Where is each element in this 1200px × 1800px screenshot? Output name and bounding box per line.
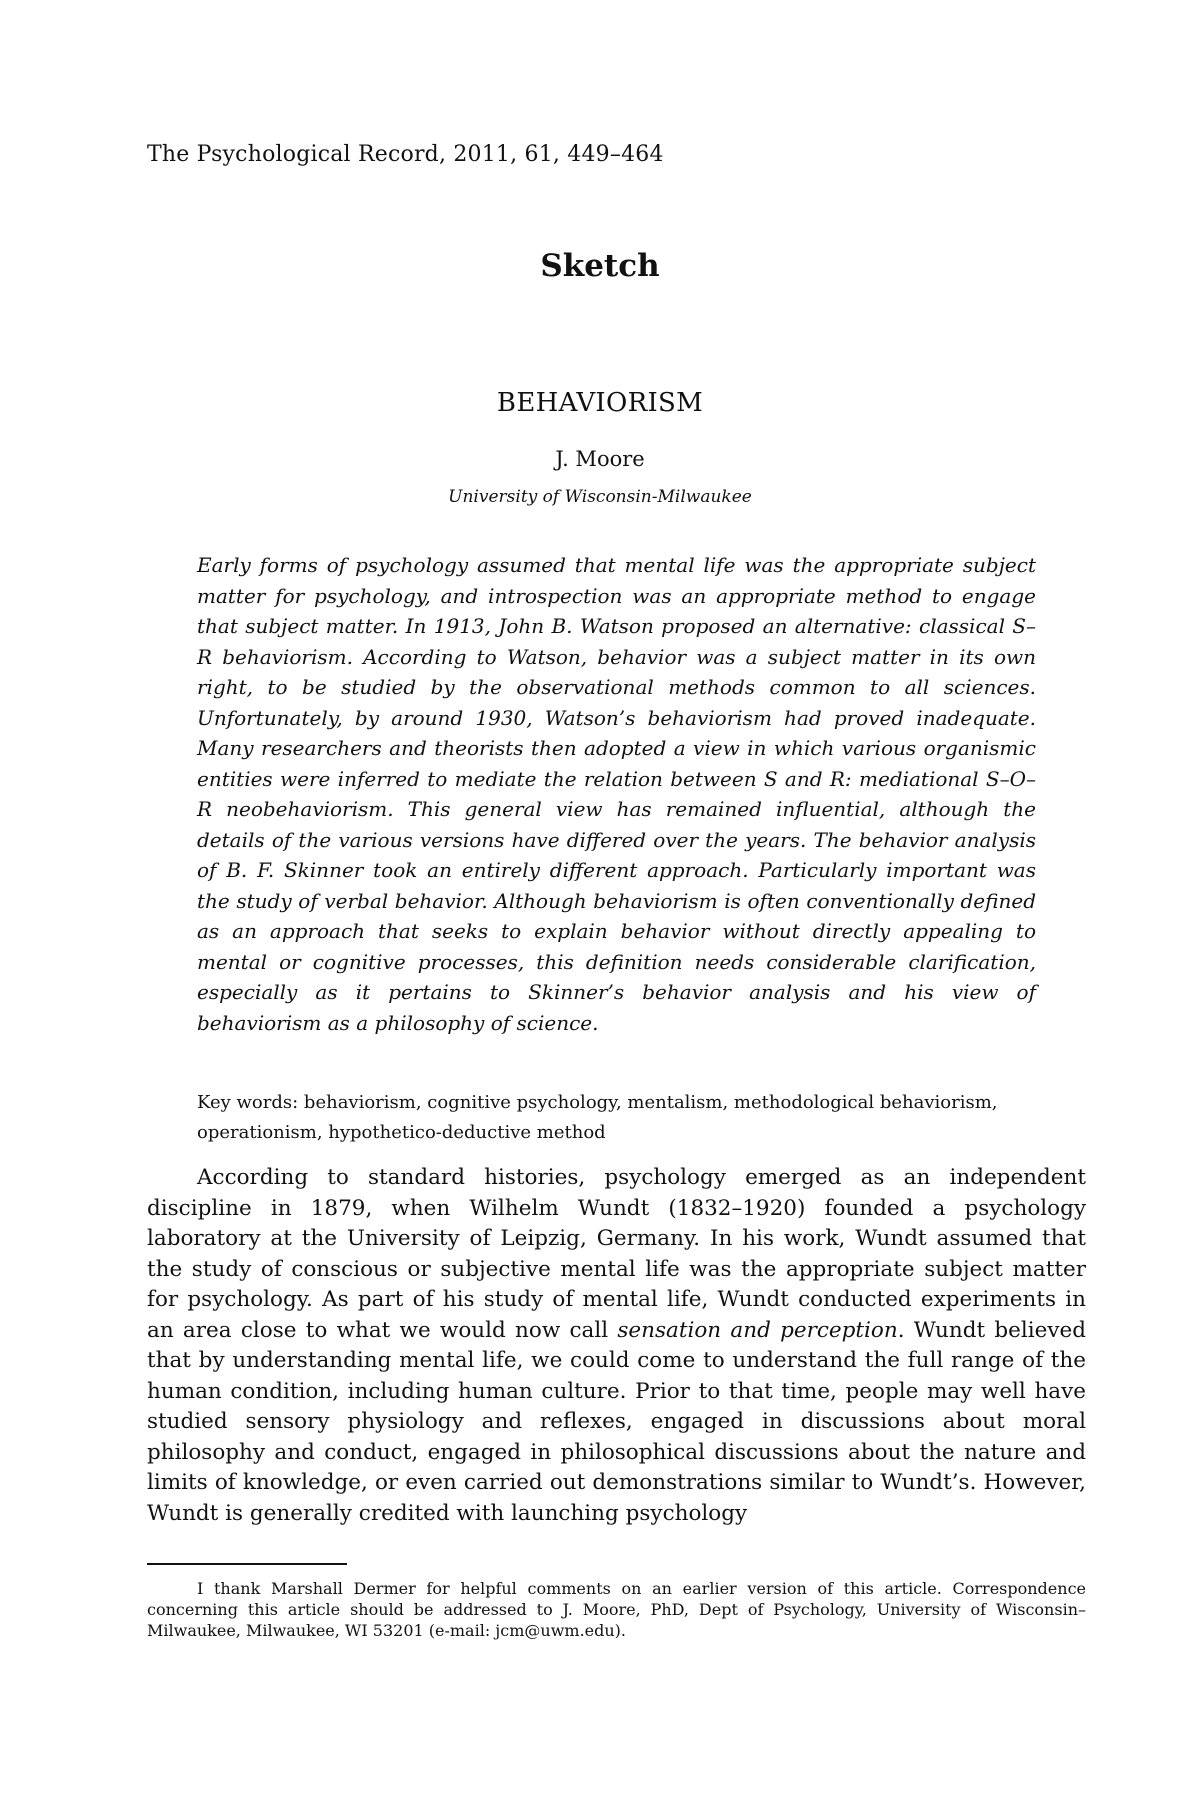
body-paragraph xyxy=(147,1163,1086,1529)
author-affiliation: University of Wisconsin-Milwaukee xyxy=(448,487,752,507)
keywords-label: Key words: xyxy=(197,1092,299,1113)
abstract: Early forms of psychology assumed that mental life was the appropriate subject matter for psychology, and introspection was an appropriate method to engage that subject matter. In 1913, John B. Watson proposed an alternative: classical S–R behaviorism. According to Watson, behavior was a subject matter in its own right, to be studied by the observational methods common to all sciences. Unfortunately, by around 1930, Watson’s behaviorism had proved inadequate. Many researchers and theorists then adopted a view in which various organismic entities were inferred to mediate the relation between S and R: mediational S–O–R neobehaviorism. This general view has remained influential, although the details of the various versions have differed over the years. The behavior analysis of B. F. Skinner took an entirely different approach. Particularly important was the study of verbal behavior. Although behaviorism is often conventionally defined as an approach that seeks to explain behavior without directly appealing to mental or cognitive processes, this definition needs considerable clarification, especially as it pertains to Skinner’s behavior analysis and his view of behaviorism as a philosophy of science. xyxy=(197,553,1036,1035)
article-title: BEHAVIORISM xyxy=(496,388,704,418)
keywords-list: behaviorism, cognitive psychology, mentalism, methodological behaviorism, operationism, hypothetico-deductive method xyxy=(197,1092,998,1143)
body-emphasis: sensation and perception xyxy=(617,1317,898,1343)
keywords xyxy=(197,1088,1036,1148)
body-text-part-1: According to standard histories, psychology emerged as an independent discipline in 1879, when Wilhelm Wundt (1832–1920) founded a psychology laboratory at the University of Leipzig, Germany. In his work, Wundt assumed that the study of conscious or subjective mental life was the appropriate subject matter for psychology. As part of his study of mental life, Wundt conducted experiments in an area close to what we would now call xyxy=(147,1165,1086,1343)
running-head: The Psychological Record, 2011, 61, 449–464 xyxy=(147,142,664,167)
section-label: Sketch xyxy=(540,248,660,284)
author-name: J. Moore xyxy=(555,447,645,471)
footnote-divider xyxy=(147,1563,347,1565)
body-text-part-2: . Wundt believed that by understanding mental life, we could come to understand the full range of the human condition, including human culture. Prior to that time, people may well have studied sensory physiology and reflexes, engaged in discussions about moral philosophy and conduct, engaged in philosophical discussions about the nature and limits of knowledge, or even carried out demonstrations similar to Wundt’s. However, Wundt is generally credited with launching psychology xyxy=(147,1317,1086,1526)
footnote: I thank Marshall Dermer for helpful comments on an earlier version of this article. Correspondence concerning this article should be addressed to J. Moore, PhD, Dept of Psychology, University of Wisconsin–Milwaukee, Milwaukee, WI 53201 (e-mail: jcm@uwm.edu). xyxy=(147,1579,1086,1640)
